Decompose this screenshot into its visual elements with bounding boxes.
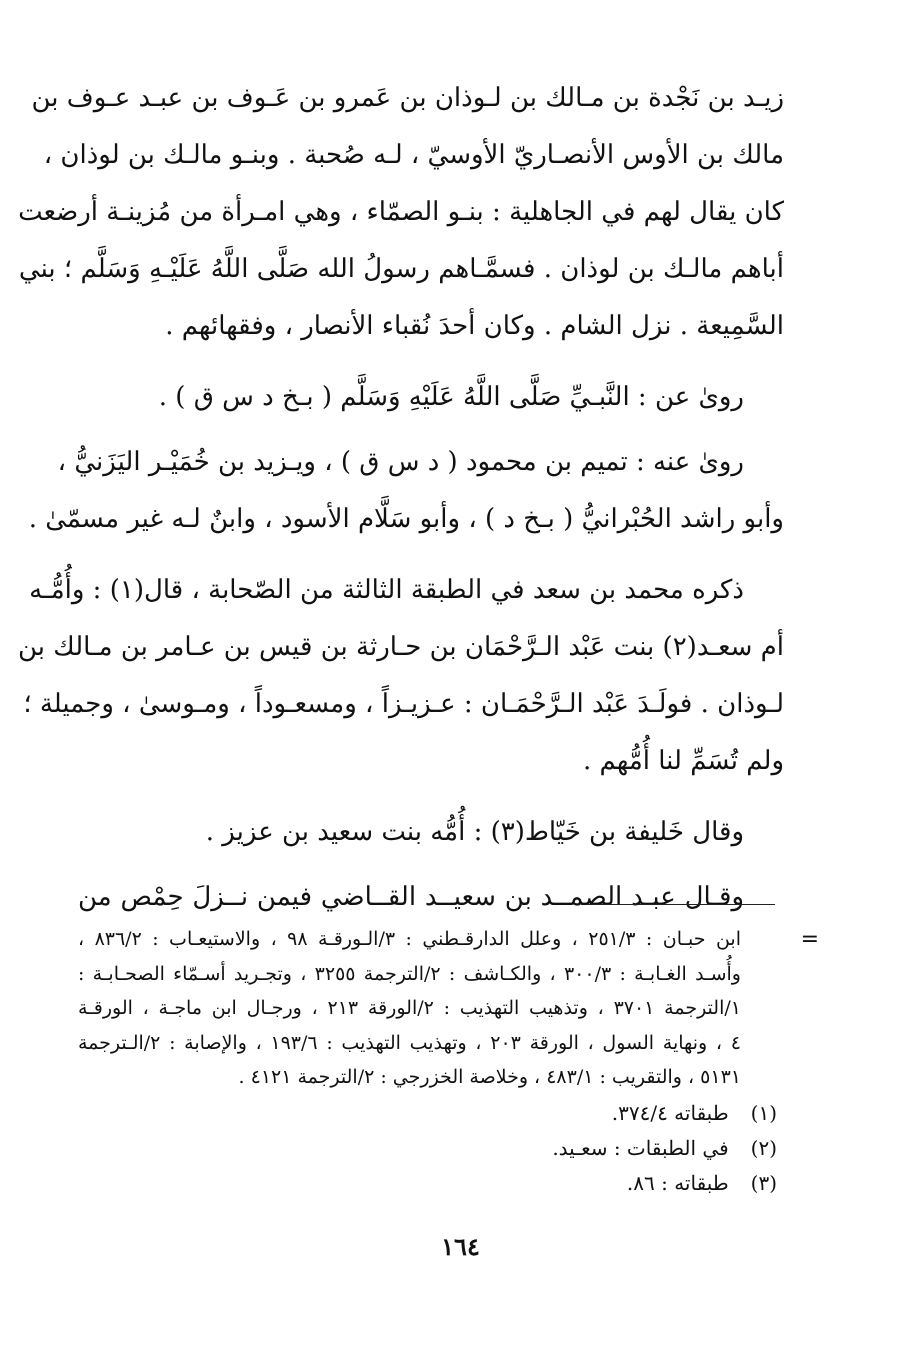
text-line: زيـد بن نَجْدة بن مـالك بن لـوذان بن عَمرو بن عَـوف بن عبـد عـوف بن: [31, 83, 784, 113]
footnote-item: [552, 1166, 777, 1201]
text-line: السَّمِيعة . نزل الشام . وكان أحدَ نُقباء الأنصار ، وفقهائهم .: [165, 311, 784, 341]
text-line: أم سعـد(٢) بنت عَبْد الـرَّحْمَان بن حـارثة بن قيس بن عـامر بن مـالك بن: [18, 632, 784, 662]
biography-intro: [18, 70, 784, 355]
footnote-number: (١): [750, 1101, 777, 1125]
footnote-text: طبقاته : ٨٦.: [626, 1171, 729, 1195]
text-line: لـوذان . فولَـدَ عَبْد الـرَّحْمَـان : عـزيـزاً ، ومسعـوداً ، ومـوسىٰ ، وجميلة ؛: [23, 689, 784, 719]
narrated-from-paragraph: [78, 369, 784, 426]
footnote-text: طبقاته ٣٧٤/٤.: [611, 1101, 729, 1125]
ibn-saad-paragraph: [18, 562, 784, 790]
footnote-line: ابن حبـان : ٢٥١/٣ ، وعلل الدارقـطني : ٣/الـورقـة ٩٨ ، والاستيعـاب : ٨٣٦/٢ ،: [78, 928, 741, 950]
footnote-number: (٢): [750, 1136, 777, 1160]
text-line: روىٰ عن : النَّبـيِّ صَلَّى اللَّهُ عَلَيْهِ وَسَلَّم ( بـخ د س ق ) .: [158, 382, 744, 412]
numbered-footnotes: [552, 1096, 777, 1201]
text-line: وقال خَليفة بن خَيّاط(٣) : أُمُّه بنت سعيد بن عزيز .: [205, 817, 744, 847]
narrated-by-paragraph: [28, 434, 784, 548]
footnote-line: ١/الترجمة ٣٧٠١ ، وتذهيب التهذيب : ٢/الورقة ٢١٣ ، ورجـال ابن ماجـة ، الورقـة: [78, 997, 741, 1019]
khalifa-paragraph: [78, 804, 784, 861]
footnote-line: وأُسـد الغـابـة : ٣٠٠/٣ ، والكـاشف : ٢/الترجمة ٣٢٥٥ ، وتجـريد أسـمّاء الصحـابـة :: [78, 962, 741, 985]
footnote-continuation-mark: =: [800, 927, 819, 952]
footnote-sources: [78, 922, 741, 1095]
footnote-number: (٣): [750, 1171, 777, 1195]
text-line: وأبو راشد الحُبْرانيُّ ( بـخ د ) ، وأبو سَلَّام الأسود ، وابنٌ لـه غير مسمّىٰ .: [28, 504, 784, 534]
text-line: أباهم مالـك بن لوذان . فسمَّـاهم رسولُ الله صَلَّى اللَّهُ عَلَيْـهِ وَسَلَّم ؛ بني: [18, 254, 784, 284]
text-line: وقـال عبـد الصمــد بن سعيــد القــاضي فيمن نــزلَ حِمْص من: [78, 882, 744, 912]
text-line: كان يقال لهم في الجاهلية : بنـو الصمّاء ، وهي امـرأة من مُزينـة أرضعت: [18, 197, 784, 227]
footnote-line: ٥١٣١ ، والتقريب : ٤٨٣/١ ، وخلاصة الخزرجي : ٢/الترجمة ٤١٢١ .: [238, 1066, 741, 1088]
abd-samad-paragraph: [78, 869, 784, 926]
text-line: مالك بن الأوس الأنصـاريّ الأوسيّ ، لـه صُحبة . وبنـو مالـك بن لوذان ،: [43, 140, 784, 170]
main-text: [18, 70, 784, 926]
footnote-line: ٤ ، ونهاية السول ، الورقة ٢٠٣ ، وتهذيب التهذيب : ١٩٣/٦ ، والإصابة : ٢/الـترجمة: [78, 1031, 741, 1054]
footnote-item: [552, 1131, 777, 1166]
page-number: ١٦٤: [441, 1232, 480, 1261]
footnote-text: في الطبقات : سعـيد.: [552, 1136, 729, 1160]
text-line: روىٰ عنه : تميم بن محمود ( د س ق ) ، ويـزيد بن خُمَيْـر اليَزَنيُّ ،: [57, 447, 744, 477]
text-line: ولم تُسَمِّ لنا أُمُّهم .: [583, 746, 784, 776]
footnote-separator: [585, 904, 775, 905]
footnote-item: [552, 1096, 777, 1131]
text-line: ذكره محمد بن سعد في الطبقة الثالثة من الصّحابة ، قال(١) : وأُمُّـه: [29, 575, 744, 605]
